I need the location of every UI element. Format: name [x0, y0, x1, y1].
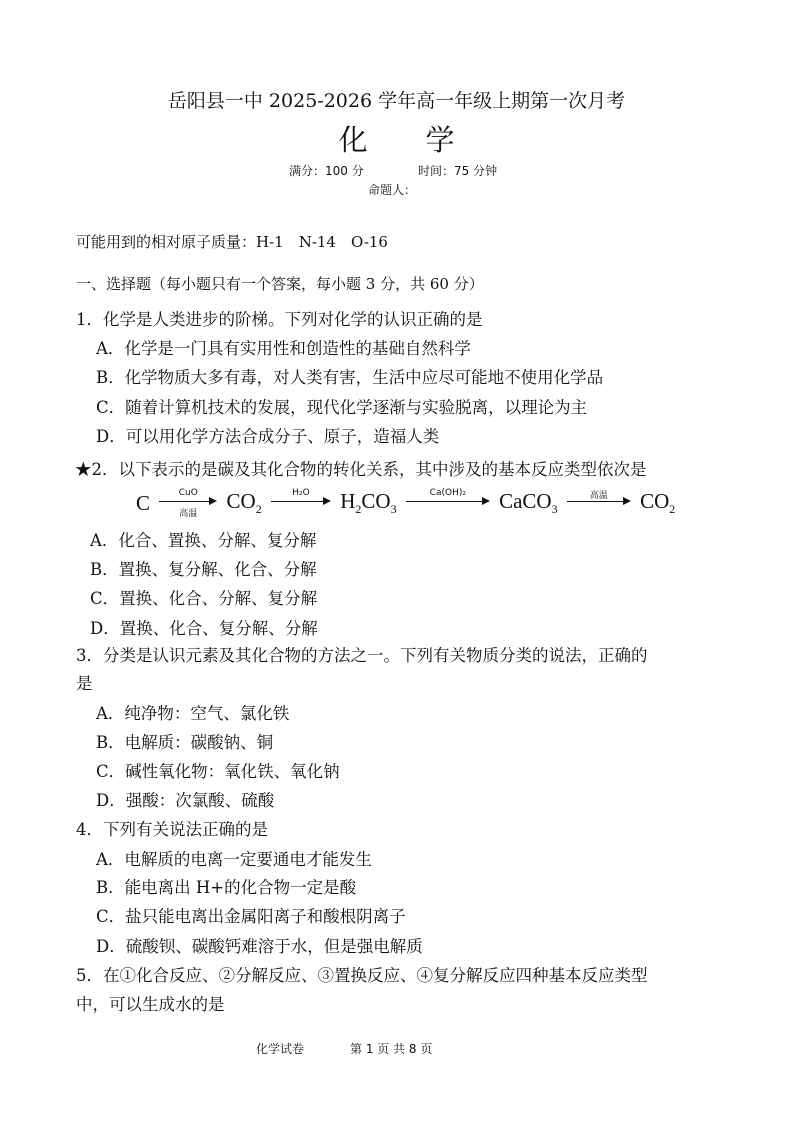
exam-time: 时间：75 分钟: [418, 164, 498, 178]
question-5-stem-line1: 5．在①化合反应、②分解反应、③置换反应、④复分解反应四种基本反应类型: [76, 966, 648, 985]
arrow-head-icon: [209, 497, 217, 505]
question-2-option-b: B．置换、复分解、化合、分解: [90, 560, 317, 579]
formula-c: C: [136, 490, 151, 515]
question-1-option-a: A．化学是一门具有实用性和创造性的基础自然科学: [96, 339, 471, 358]
formula-co2-second: $CO_2$: [640, 488, 676, 517]
question-3-option-d: D．强酸：次氯酸、硫酸: [96, 791, 275, 810]
question-4-option-b: B．能电离出 H+的化合物一定是酸: [96, 878, 357, 897]
question-3-stem-line1: 3．分类是认识元素及其化合物的方法之一。下列有关物质分类的说法，正确的: [76, 646, 648, 665]
footer-subject: 化学试卷: [256, 1042, 305, 1056]
arrow-3-reagent: Ca(OH)₂: [429, 488, 466, 498]
question-3-option-b: B．电解质：碳酸钠、铜: [96, 733, 274, 752]
arrow-2: [271, 488, 331, 518]
author-label: 命题人：: [368, 183, 417, 197]
formula-h2co3: $H_2CO_3$: [340, 488, 397, 517]
question-2-stem: ★2．以下表示的是碳及其化合物的转化关系，其中涉及的基本反应类型依次是: [75, 460, 647, 479]
arrow-head-icon: [482, 497, 490, 505]
full-score: 满分：100 分: [289, 164, 364, 178]
question-4-option-d: D．硫酸钡、碳酸钙难溶于水，但是强电解质: [96, 937, 423, 956]
formula-caco3: CaCO$_3$: [499, 488, 558, 517]
question-2-option-a: A．化合、置换、分解、复分解: [90, 531, 317, 550]
atomic-mass-line: 可能用到的相对原子质量：H-1 N-14 O-16: [76, 233, 388, 251]
question-1-option-d: D．可以用化学方法合成分子、原子，造福人类: [96, 427, 440, 446]
arrow-4-condition: 高温: [589, 491, 608, 501]
question-1-stem: 1．化学是人类进步的阶梯。下列对化学的认识正确的是: [76, 310, 483, 329]
question-2-option-c: C．置换、化合、分解、复分解: [90, 589, 318, 608]
arrow-head-icon: [323, 497, 331, 505]
footer-page-number: 第 1 页 共 8 页: [350, 1042, 433, 1056]
formula-co2-first: $CO_2$: [226, 488, 262, 517]
subject-title: 化学: [338, 123, 513, 157]
arrow-1-condition: 高温: [179, 509, 198, 519]
arrow-2-reagent: H₂O: [292, 488, 310, 498]
question-4-stem: 4．下列有关说法正确的是: [76, 820, 268, 839]
arrow-4: [567, 488, 631, 518]
question-1-option-b: B．化学物质大多有毒，对人类有害，生活中应尽可能地不使用化学品: [96, 368, 604, 387]
arrow-1-reagent: CuO: [178, 488, 198, 498]
question-4-option-a: A．电解质的电离一定要通电才能发生: [96, 850, 372, 869]
arrow-1: [159, 488, 217, 518]
section-one-heading: 一、选择题（每小题只有一个答案，每小题 3 分，共 60 分）: [76, 275, 484, 293]
question-1-option-c: C．随着计算机技术的发展，现代化学逐渐与实验脱离，以理论为主: [96, 398, 588, 417]
reaction-chain: [136, 488, 675, 524]
exam-title: 岳阳县一中 2025-2026 学年高一年级上期第一次月考: [167, 90, 626, 112]
question-5-stem-line2: 中，可以生成水的是: [76, 995, 225, 1014]
question-3-option-a: A．纯净物：空气、氯化铁: [96, 704, 290, 723]
arrow-3: [406, 488, 490, 518]
question-3-option-c: C．碱性氧化物：氧化铁、氧化钠: [96, 762, 340, 781]
arrow-head-icon: [623, 497, 631, 505]
question-2-option-d: D．置换、化合、复分解、分解: [90, 619, 318, 638]
question-4-option-c: C．盐只能电离出金属阳离子和酸根阴离子: [96, 907, 406, 926]
question-3-stem-line2: 是: [76, 674, 93, 693]
